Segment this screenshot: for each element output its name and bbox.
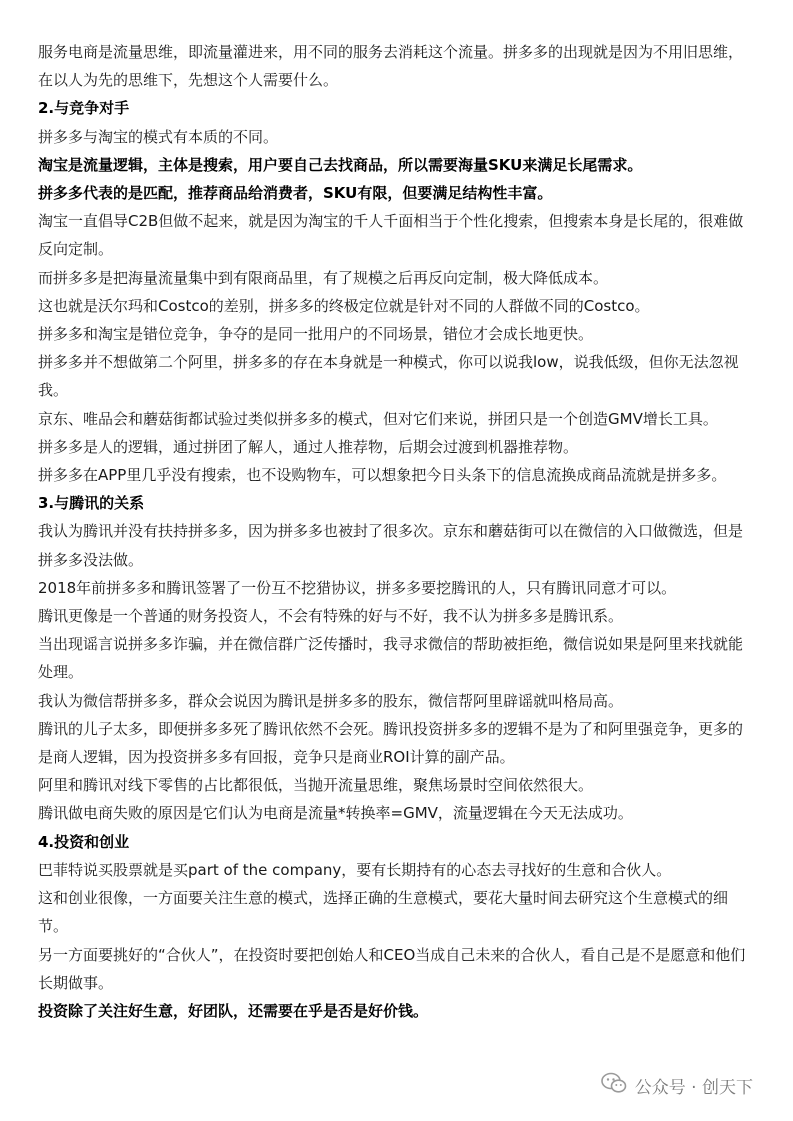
section-heading: 2.与竞争对手 xyxy=(38,99,130,118)
paragraph: 腾讯更像是一个普通的财务投资人，不会有特殊的好与不好，我不认为拼多多是腾讯系。 xyxy=(38,607,624,626)
paragraph: 拼多多是人的逻辑，通过拼团了解人，通过人推荐物，后期会过渡到机器推荐物。 xyxy=(38,437,579,456)
section-heading: 3.与腾讯的关系 xyxy=(38,494,145,513)
paragraph: 服务电商是流量思维，即流量灌进来，用不同的服务去消耗这个流量。拼多多的出现就是因为不用旧思维，在以人为先的思维下，先想这个人需要什么。 xyxy=(38,43,744,90)
wechat-icon xyxy=(601,1072,627,1099)
bold-paragraph: 投资除了关注好生意，好团队，还需要在乎是否是好价钱。 xyxy=(38,1001,429,1020)
paragraph: 巴菲特说买股票就是买part of the company，要有长期持有的心态去寻找好的生意和合伙人。 xyxy=(38,860,672,879)
paragraph: 2018年前拼多多和腾讯签署了一份互不挖猎协议，拼多多要挖腾讯的人，只有腾讯同意才可以。 xyxy=(38,578,677,597)
watermark xyxy=(601,1072,753,1099)
paragraph: 我认为腾讯并没有扶持拼多多，因为拼多多也被封了很多次。京东和蘑菇街可以在微信的入口做微选，但是拼多多没法做。 xyxy=(38,522,744,569)
paragraph: 另一方面要挑好的“合伙人”，在投资时要把创始人和CEO当成自己未来的合伙人，看自己是不是愿意和他们长期做事。 xyxy=(38,945,746,992)
watermark-label: 公众号 · 创天下 xyxy=(634,1078,753,1098)
document-body xyxy=(38,38,756,1025)
bold-paragraph: 拼多多代表的是匹配，推荐商品给消费者，SKU有限，但要满足结构性丰富。 xyxy=(38,184,553,203)
section-heading: 4.投资和创业 xyxy=(38,832,130,851)
paragraph: 当出现谣言说拼多多诈骗，并在微信群广泛传播时，我寻求微信的帮助被拒绝，微信说如果是阿里来找就能处理。 xyxy=(38,635,744,682)
paragraph: 拼多多与淘宝的模式有本质的不同。 xyxy=(38,127,279,146)
paragraph: 我认为微信帮拼多多，群众会说因为腾讯是拼多多的股东，微信帮阿里辟谣就叫格局高。 xyxy=(38,691,624,710)
paragraph: 拼多多在APP里几乎没有搜索，也不设购物车，可以想象把今日头条下的信息流换成商品流就是拼多多。 xyxy=(38,466,727,485)
paragraph: 淘宝一直倡导C2B但做不起来，就是因为淘宝的千人千面相当于个性化搜索，但搜索本身是长尾的，很难做反向定制。 xyxy=(38,212,744,259)
paragraph: 拼多多和淘宝是错位竞争，争夺的是同一批用户的不同场景，错位才会成长地更快。 xyxy=(38,325,594,344)
paragraph: 拼多多并不想做第二个阿里，拼多多的存在本身就是一种模式，你可以说我low，说我低级，但你无法忽视我。 xyxy=(38,353,739,400)
paragraph: 而拼多多是把海量流量集中到有限商品里，有了规模之后再反向定制，极大降低成本。 xyxy=(38,268,609,287)
paragraph: 京东、唯品会和蘑菇街都试验过类似拼多多的模式，但对它们来说，拼团只是一个创造GMV增长工具。 xyxy=(38,409,718,428)
paragraph: 这也就是沃尔玛和Costco的差别，拼多多的终极定位就是针对不同的人群做不同的Costco。 xyxy=(38,296,650,315)
paragraph: 腾讯的儿子太多，即便拼多多死了腾讯依然不会死。腾讯投资拼多多的逻辑不是为了和阿里强竞争，更多的是商人逻辑，因为投资拼多多有回报，竞争只是商业ROI计算的副产品。 xyxy=(38,719,744,767)
paragraph: 腾讯做电商失败的原因是它们认为电商是流量*转换率=GMV，流量逻辑在今天无法成功。 xyxy=(38,804,633,823)
paragraph: 阿里和腾讯对线下零售的占比都很低，当抛开流量思维，聚焦场景时空间依然很大。 xyxy=(38,776,594,795)
paragraph: 这和创业很像，一方面要关注生意的模式，选择正确的生意模式，要花大量时间去研究这个生意模式的细节。 xyxy=(38,889,729,936)
bold-paragraph: 淘宝是流量逻辑，主体是搜索，用户要自己去找商品，所以需要海量SKU来满足长尾需求。 xyxy=(38,155,643,174)
